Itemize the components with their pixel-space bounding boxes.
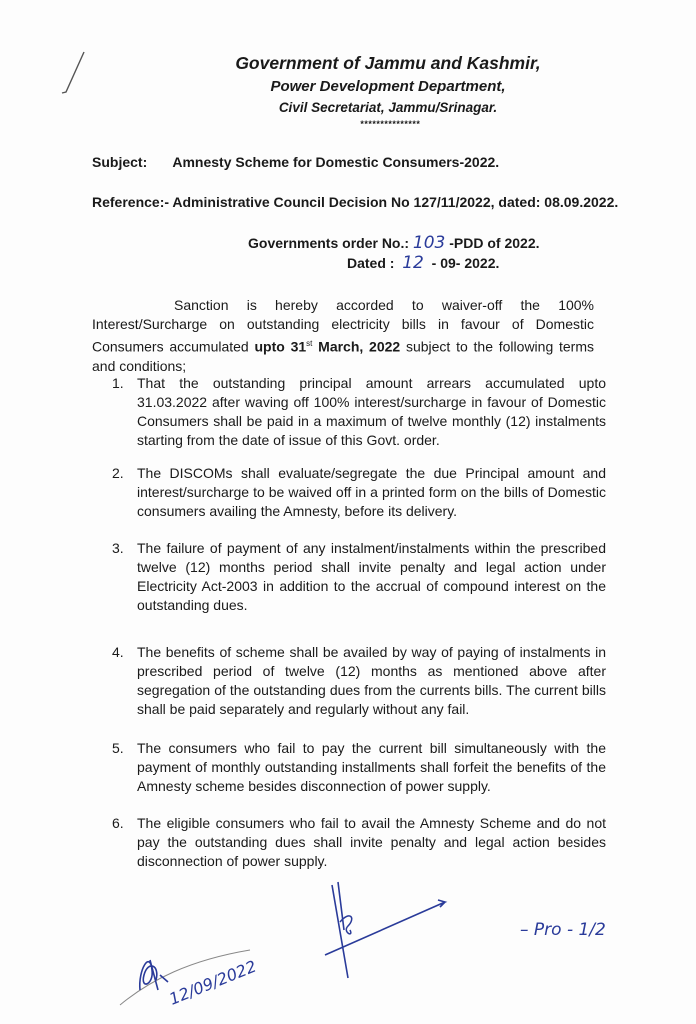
term-item (112, 643, 606, 719)
date-suffix: - 09- 2022. (431, 255, 500, 271)
order-label: Governments order No.: (248, 235, 410, 251)
dated-label: Dated : (347, 255, 395, 271)
intro-text: Sanction is hereby accorded to waiver-off the 100% Interest/Surcharge on outstanding electricity bills in favour of Domestic Consumers accumulated (92, 297, 594, 355)
subject-line (92, 154, 499, 170)
header-department: Power Development Department, (270, 78, 506, 95)
order-suffix: -PDD of 2022. (449, 235, 540, 251)
term-text: The DISCOMs shall evaluate/segregate the due Principal amount and interest/surcharge to be waived off in a printed form on the bills of Domestic consumers availing the Amnesty, before its delivery. (137, 465, 606, 519)
day-handwritten: 12 (402, 253, 424, 273)
term-number: 2. (112, 465, 124, 481)
term-item (112, 374, 606, 450)
header-secretariat: Civil Secretariat, Jammu/Srinagar. (278, 100, 498, 115)
term-item (112, 814, 606, 871)
term-number: 6. (112, 815, 124, 831)
order-number-line (248, 233, 540, 253)
term-number: 5. (112, 740, 124, 756)
header-government: Government of Jammu and Kashmir, (235, 53, 541, 73)
term-number: 1. (112, 375, 124, 391)
page-continuation-note: – Pro - 1/2 (520, 920, 606, 940)
initial-signature-with-date (110, 920, 280, 1020)
term-text: The eligible consumers who fail to avail the Amnesty Scheme and do not pay the outstanding dues shall invite penalty and legal action besides disconnection of power supply. (137, 815, 606, 869)
signature-date: 12/09/2022 (166, 956, 260, 1009)
term-text: The failure of payment of any instalment/instalments within the prescribed twelve (12) months period shall invite penalty and legal action under Electricity Act-2003 in addition to the accrual of compound interest on the outstanding dues. (137, 540, 606, 613)
intro-superscript: st (306, 339, 313, 348)
subject-text: Amnesty Scheme for Domestic Consumers-2022. (172, 154, 500, 170)
reference-line: Reference:- Administrative Council Decision No 127/11/2022, dated: 08.09.2022. (92, 194, 619, 210)
intro-text-end: subject to the following terms and conditions; (92, 338, 594, 374)
term-text: The consumers who fail to pay the current bill simultaneously with the payment of monthly outstanding installments shall forfeit the benefits of the Amnesty scheme besides disconnection of power supply. (137, 740, 606, 794)
term-item (112, 539, 606, 615)
intro-paragraph (92, 296, 594, 376)
term-text: That the outstanding principal amount arrears accumulated upto 31.03.2022 after waving off 100% interest/surcharge in favour of Domestic Consumers shall be paid in a maximum of twelve monthly (12) instalments starting from the date of issue of this Govt. order. (137, 375, 606, 448)
term-number: 4. (112, 644, 124, 660)
terms-list (112, 374, 606, 871)
term-text: The benefits of scheme shall be availed by way of paying of instalments in prescribed period of twelve (12) months as mentioned above after segregation of the outstanding dues from the currents bills. The current bills shall be paid separately and regularly without any fail. (137, 644, 606, 717)
term-item (112, 464, 606, 521)
term-number: 3. (112, 540, 124, 556)
order-date-line (347, 253, 499, 273)
officer-signature (320, 880, 470, 980)
order-number-handwritten: 103 (412, 233, 446, 253)
subject-label: Subject: (92, 154, 148, 170)
header-separator: *************** (359, 119, 421, 129)
intro-bold-date: upto 31 (254, 338, 307, 355)
intro-bold-month: March, 2022 (312, 338, 401, 355)
term-item (112, 739, 606, 796)
